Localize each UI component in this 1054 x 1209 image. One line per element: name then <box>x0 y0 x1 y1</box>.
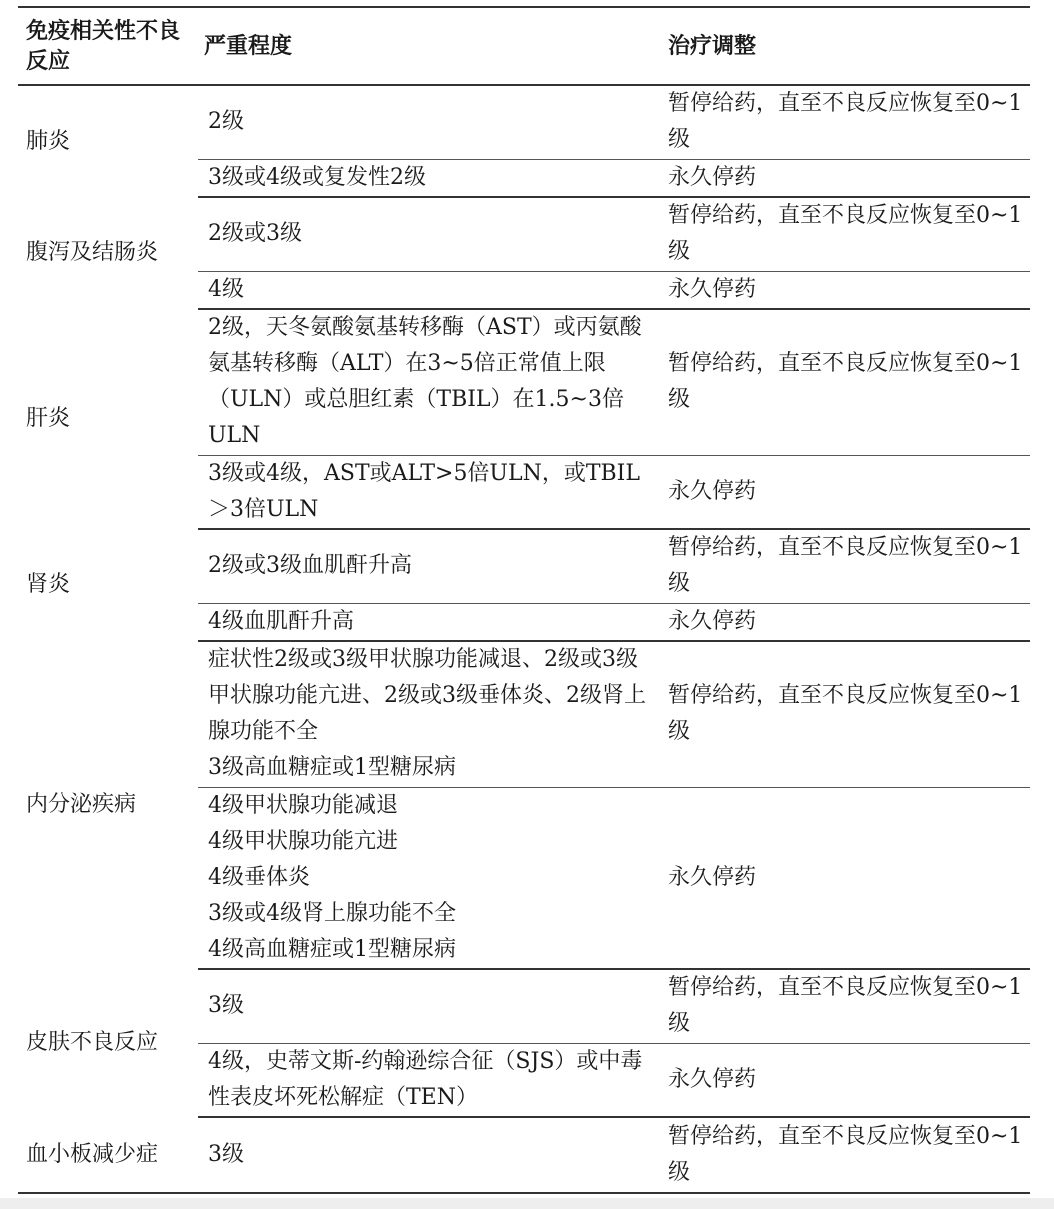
severity-cell <box>198 787 662 969</box>
table-row <box>18 197 1030 271</box>
table-row <box>18 969 1030 1043</box>
severity-cell: 3级或4级或复发性2级 <box>198 159 662 197</box>
category-cell: 腹泻及结肠炎 <box>26 240 159 265</box>
table-row <box>18 641 1030 787</box>
severity-cell: 4级血肌酐升高 <box>198 603 662 641</box>
header-severity: 严重程度 <box>198 7 662 85</box>
severity-cell: 4级 <box>198 271 662 309</box>
severity-text: 4级甲状腺功能亢进 <box>208 828 398 854</box>
table-row <box>18 529 1030 603</box>
action-cell: 永久停药 <box>662 787 1030 969</box>
severity-text: 3级或4级肾上腺功能不全 <box>208 900 456 926</box>
action-cell: 永久停药 <box>662 603 1030 641</box>
category-cell: 皮肤不良反应 <box>26 1030 159 1055</box>
page-bottom-strip <box>0 1198 1054 1209</box>
severity-cell: 2级，天冬氨酸氨基转移酶（AST）或丙氨酸氨基转移酶（ALT）在3~5倍正常值上限（ULN）或总胆红素（TBIL）在1.5~3倍ULN <box>198 309 662 455</box>
severity-cell: 3级 <box>198 969 662 1043</box>
table-row <box>18 1117 1030 1193</box>
severity-text: 3级高血糖症或1型糖尿病 <box>208 755 456 781</box>
action-cell: 永久停药 <box>662 455 1030 529</box>
severity-text: 4级高血糖症或1型糖尿病 <box>208 936 456 962</box>
severity-cell: 4级，史蒂文斯-约翰逊综合征（SJS）或中毒性表皮坏死松解症（TEN） <box>198 1043 662 1117</box>
severity-text: 症状性2级或3级甲状腺功能减退、2级或3级甲状腺功能亢进、2级或3级垂体炎、2级肾上腺功能不全 <box>208 647 646 745</box>
header-action: 治疗调整 <box>662 7 1030 85</box>
severity-text: 4级甲状腺功能减退 <box>208 792 398 818</box>
category-cell: 肾炎 <box>26 572 71 597</box>
action-cell: 永久停药 <box>662 1043 1030 1117</box>
table-row <box>18 309 1030 455</box>
adverse-reaction-table <box>18 6 1030 1194</box>
category-cell: 血小板减少症 <box>18 1117 198 1193</box>
category-cell: 内分泌疾病 <box>26 792 137 817</box>
severity-cell: 3级或4级，AST或ALT>5倍ULN，或TBIL＞3倍ULN <box>198 455 662 529</box>
action-cell: 暂停给药，直至不良反应恢复至0~1级 <box>662 309 1030 455</box>
severity-cell <box>198 641 662 787</box>
action-cell: 暂停给药，直至不良反应恢复至0~1级 <box>662 197 1030 271</box>
action-cell: 暂停给药，直至不良反应恢复至0~1级 <box>662 641 1030 787</box>
action-cell: 永久停药 <box>662 159 1030 197</box>
action-cell: 暂停给药，直至不良反应恢复至0~1级 <box>662 969 1030 1043</box>
table-row <box>18 85 1030 159</box>
severity-text: 4级垂体炎 <box>208 864 310 890</box>
severity-cell: 2级 <box>198 85 662 159</box>
action-cell: 永久停药 <box>662 271 1030 309</box>
action-cell: 暂停给药，直至不良反应恢复至0~1级 <box>662 85 1030 159</box>
header-category: 免疫相关性不良反应 <box>18 7 198 85</box>
action-cell: 暂停给药，直至不良反应恢复至0~1级 <box>662 529 1030 603</box>
category-cell: 肝炎 <box>26 406 71 431</box>
severity-cell: 2级或3级血肌酐升高 <box>198 529 662 603</box>
severity-cell: 2级或3级 <box>198 197 662 271</box>
action-cell: 暂停给药，直至不良反应恢复至0~1级 <box>662 1117 1030 1193</box>
table-header-row <box>18 7 1030 85</box>
category-cell: 肺炎 <box>26 128 71 154</box>
severity-cell: 3级 <box>198 1117 662 1193</box>
